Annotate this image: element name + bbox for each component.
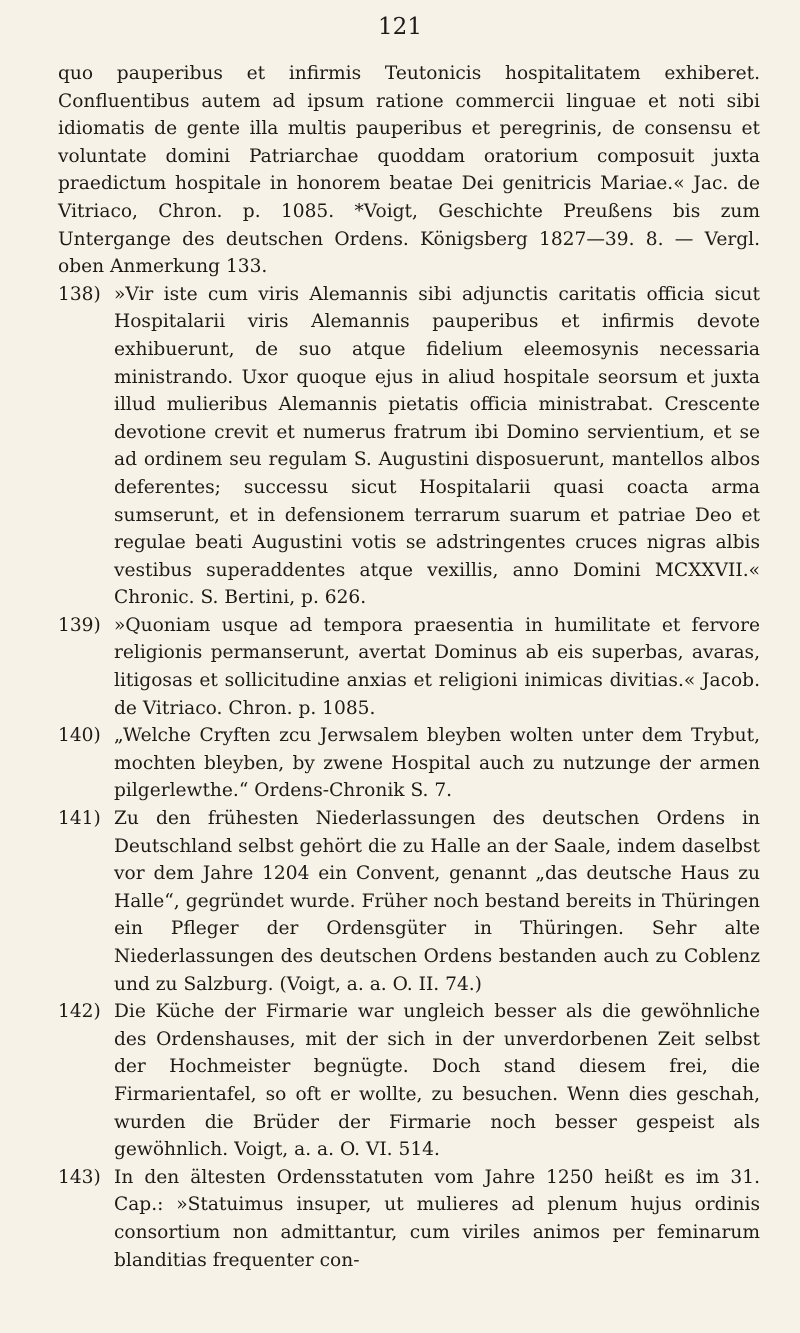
footnote-text: »Quoniam usque ad tempora praesentia in humilitate et fervore religionis permanserunt, avertat Dominus ab eis superbas, avaras, litigosas et sollicitudine anxias et religioni inimicas divitias.« Jacob. de Vitriaco. Chron. p. 1085. (114, 614, 760, 719)
footnote-text: Die Küche der Firmarie war ungleich besser als die gewöhnliche des Ordenshauses, mit der sich in der unverdorbenen Zeit selbst der Hochmeister begnügte. Doch stand diesem frei, die Firmarientafel, so oft er wollte, zu besuchen. Wenn dies geschah, wurden die Brüder der Firmarie noch besser gespeist als gewöhnlich. Voigt, a. a. O. VI. 514. (114, 1001, 760, 1161)
footnote-number: 143) (58, 1166, 101, 1188)
footnote-text: „Welche Cryften zcu Jerwsalem bleyben wolten unter dem Trybut, mochten bleyben, by zwene Hospital auch zu nutzunge der armen pilgerlewthe.“ Ordens-Chronik S. 7. (114, 725, 760, 802)
footnote-142 (58, 998, 760, 1164)
footnote-continuation (58, 60, 760, 281)
footnote-text: quo pauperibus et infirmis Teutonicis hospitalitatem exhiberet. Confluentibus autem ad ipsum ratione commercii linguae et noti sibi idiomatis de gente illa multis pauperibus et peregrinis, de consensu et voluntate domini Patriarchae quoddam oratorium composuit juxta praedictum hospitale in honorem beatae Dei genitricis Mariae.« Jac. de Vitriaco, Chron. p. 1085. *Voigt, Geschichte Preußens bis zum Untergange des deutschen Ordens. Königsberg 1827—39. 8. — Vergl. oben Anmerkung 133. (58, 63, 760, 278)
footnote-139 (58, 612, 760, 722)
footnote-number: 140) (58, 725, 101, 747)
footnotes-block (58, 60, 760, 1274)
page-number: 121 (378, 14, 422, 40)
footnote-number: 142) (58, 1001, 101, 1023)
footnote-141 (58, 805, 760, 998)
footnote-138 (58, 281, 760, 612)
footnote-143 (58, 1164, 760, 1274)
footnote-text: In den ältesten Ordensstatuten vom Jahre 1250 heißt es im 31. Cap.: »Statuimus insuper, ut mulieres ad plenum hujus ordinis consortium non admittantur, cum viriles animos per feminarum blanditias frequenter con- (114, 1166, 760, 1271)
footnote-text: »Vir iste cum viris Alemannis sibi adjunctis caritatis officia sicut Hospitalarii viris Alemannis pauperibus et infirmis devote exhibuerunt, de suo atque fidelium eleemosynis necessaria ministrando. Uxor quoque ejus in aliud hospitale seorsum et juxta illud mulieribus Alemannis pietatis officia ministrabat. Crescente devotione crevit et numerus fratrum ibi Domino servientium, et se ad ordinem seu regulam S. Augustini disposuerunt, mantellos albos deferentes; successu sicut Hospitalarii quasi coacta arma sumserunt, et in defensionem terrarum suarum et patriae Deo et regulae beati Augustini votis se adstringentes cruces nigras albis vestibus superaddentes atque vexillis, anno Domini MCXXVII.« Chronic. S. Bertini, p. 626. (114, 283, 760, 609)
footnote-number: 141) (58, 808, 101, 830)
footnote-number: 138) (58, 283, 101, 305)
footnote-text: Zu den frühesten Niederlassungen des deutschen Ordens in Deutschland selbst gehört die zu Halle an der Saale, indem daselbst vor dem Jahre 1204 ein Convent, genannt „das deutsche Haus zu Halle“, gegründet wurde. Früher noch bestand bereits in Thüringen ein Pfleger der Ordensgüter in Thüringen. Sehr alte Niederlassungen des deutschen Ordens bestanden auch zu Coblenz und zu Salzburg. (Voigt, a. a. O. II. 74.) (114, 808, 760, 995)
footnote-140 (58, 722, 760, 805)
footnote-number: 139) (58, 614, 101, 636)
